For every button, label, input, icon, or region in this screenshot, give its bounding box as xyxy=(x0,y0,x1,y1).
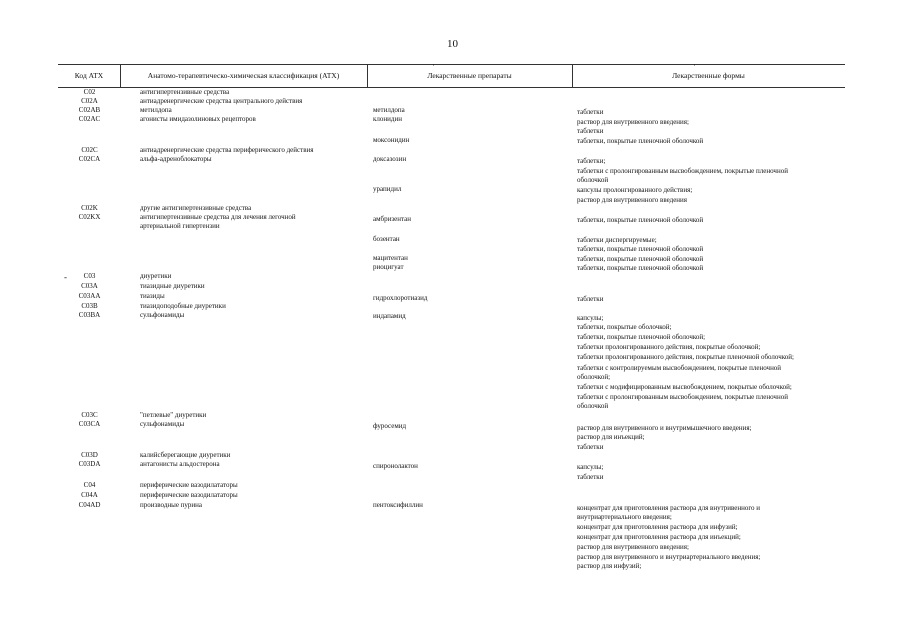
dosage-form: концентрат для приготовления раствора для инфузий; xyxy=(577,523,738,531)
header-code: Код ATX xyxy=(74,71,104,80)
atc-code: C03CA xyxy=(78,420,101,428)
atc-classification: антиадренергические средства периферического действия xyxy=(140,146,314,154)
page-number: 10 xyxy=(447,38,458,50)
drug-name: гидрохлоротиазид xyxy=(373,294,428,302)
atc-classification: артериальной гипертензии xyxy=(140,222,220,230)
atc-classification: тиазиды xyxy=(140,292,165,300)
atc-classification: периферические вазодилататоры xyxy=(140,491,238,499)
dosage-form: таблетки xyxy=(577,295,604,303)
atc-classification: сульфонамиды xyxy=(140,420,185,428)
drug-name: мацитентан xyxy=(373,254,408,262)
dosage-form: таблетки, покрытые пленочной оболочкой xyxy=(577,245,704,253)
dosage-form: раствор для внутривенного введения xyxy=(577,196,688,204)
dosage-form: раствор для внутривенного и внутриартериального введения; xyxy=(577,553,761,561)
dosage-form: концентрат для приготовления раствора для инъекций; xyxy=(577,533,741,541)
atc-code: C02KX xyxy=(78,213,101,221)
dosage-form: таблетки, покрытые пленочной оболочкой; xyxy=(577,333,706,341)
dosage-form: таблетки xyxy=(577,127,604,135)
atc-code: C03DA xyxy=(78,460,101,468)
drug-name: моксонидин xyxy=(373,136,410,144)
atc-classification: антагонисты альдостерона xyxy=(140,460,220,468)
dosage-form: оболочкой; xyxy=(577,373,611,381)
atc-code: C02AC xyxy=(78,115,101,123)
header-forms: Лекарственные формы xyxy=(672,71,745,80)
dosage-form: таблетки пролонгированного действия, покрытые пленочной оболочкой; xyxy=(577,353,794,361)
atc-classification: агонисты имидазолиновых рецепторов xyxy=(140,115,256,123)
table-header xyxy=(58,64,845,88)
atc-classification: тиазидные диуретики xyxy=(140,282,205,290)
atc-code: C02K xyxy=(81,204,98,212)
drug-name: метилдопа xyxy=(373,106,405,114)
drug-name: пентоксифиллин xyxy=(373,501,423,509)
atc-code: C03 xyxy=(83,272,96,280)
dosage-form: таблетки с модифицированным высвобождением, покрытые оболочкой; xyxy=(577,383,792,391)
dosage-form: таблетки, покрытые пленочной оболочкой xyxy=(577,255,704,263)
dosage-form: оболочкой xyxy=(577,402,609,410)
atc-classification: калийсберегающие диуретики xyxy=(140,451,231,459)
dosage-form: таблетки, покрытые пленочной оболочкой xyxy=(577,216,704,224)
dosage-form: таблетки xyxy=(577,473,604,481)
atc-classification: метилдопа xyxy=(140,106,172,114)
atc-code: C02 xyxy=(83,88,96,96)
atc-code: C03AA xyxy=(78,292,101,300)
atc-classification: "петлевые" диуретики xyxy=(140,411,207,419)
atc-code: C04 xyxy=(83,481,96,489)
dosage-form: капсулы пролонгированного действия; xyxy=(577,186,693,194)
atc-code: C04AD xyxy=(78,501,101,509)
atc-classification: производные пурина xyxy=(140,501,203,509)
drug-name: клонидин xyxy=(373,115,402,123)
dosage-form: капсулы; xyxy=(577,463,604,471)
atc-code: C04A xyxy=(81,491,98,499)
dosage-form: раствор для инфузий; xyxy=(577,562,642,570)
scan-dot: · xyxy=(432,60,435,70)
dosage-form: таблетки; xyxy=(577,157,606,165)
dosage-form: таблетки xyxy=(577,443,604,451)
drug-name: фуросемид xyxy=(373,422,407,430)
dosage-form: таблетки, покрытые пленочной оболочкой xyxy=(577,264,704,272)
atc-classification: другие антигипертензивные средства xyxy=(140,204,252,212)
dosage-form: раствор для инъекций; xyxy=(577,433,645,441)
header-classification: Анатомо-терапевтическо-химическая классификация (ATX) xyxy=(147,71,340,80)
atc-code: C02AB xyxy=(78,106,101,114)
atc-classification: периферические вазодилататоры xyxy=(140,481,238,489)
atc-classification: тиазидоподобные диуретики xyxy=(140,302,226,310)
dosage-form: раствор для внутривенного и внутримышечного введения; xyxy=(577,424,752,432)
atc-classification: альфа-адреноблокаторы xyxy=(140,155,212,163)
dosage-form: таблетки, покрытые оболочкой; xyxy=(577,323,672,331)
dosage-form: таблетки диспергируемые; xyxy=(577,236,657,244)
atc-code: C02CA xyxy=(78,155,101,163)
atc-classification: антигипертензивные средства для лечения легочной xyxy=(140,213,296,221)
dosage-form: таблетки с пролонгированным высвобождением, покрытые пленочной xyxy=(577,167,788,175)
drug-name: индапамид xyxy=(373,312,406,320)
drug-name: доксазозин xyxy=(373,155,407,163)
dosage-form: капсулы; xyxy=(577,314,604,322)
dosage-form: оболочкой xyxy=(577,176,609,184)
atc-code: C03C xyxy=(81,411,98,419)
atc-code: C02A xyxy=(81,97,98,105)
atc-classification: сульфонамиды xyxy=(140,311,185,319)
drug-name: урапидил xyxy=(373,185,402,193)
atc-code: C03A xyxy=(81,282,98,290)
drug-name: риоцигуат xyxy=(373,263,404,271)
drug-name: амбризентан xyxy=(373,215,411,223)
atc-code: C02C xyxy=(81,146,98,154)
dosage-form: внутриартериального введения; xyxy=(577,513,672,521)
atc-classification: диуретики xyxy=(140,272,172,280)
dosage-form: таблетки пролонгированного действия, покрытые оболочкой; xyxy=(577,343,761,351)
dosage-form: раствор для внутривенного введения; xyxy=(577,543,689,551)
header-drugs: Лекарственные препараты xyxy=(427,71,512,80)
dosage-form: таблетки, покрытые пленочной оболочкой xyxy=(577,137,704,145)
drug-name: бозентан xyxy=(373,235,400,243)
atc-classification: антиадренергические средства центрального действия xyxy=(140,97,303,105)
dosage-form: таблетки с пролонгированным высвобождением, покрытые пленочной xyxy=(577,393,788,401)
atc-code: C03BA xyxy=(78,311,101,319)
atc-classification: антигипертензивные средства xyxy=(140,88,230,96)
drug-name: спиронолактон xyxy=(373,462,418,470)
dosage-form: концентрат для приготовления раствора для внутривенного и xyxy=(577,504,761,512)
atc-code: C03B xyxy=(81,302,98,310)
scan-dot: - xyxy=(64,272,67,282)
dosage-form: раствор для внутривенного введения; xyxy=(577,118,689,126)
dosage-form: таблетки xyxy=(577,108,604,116)
dosage-form: таблетки с контролируемым высвобождением, покрытые пленочной xyxy=(577,364,782,372)
scan-dot: · xyxy=(693,60,696,70)
atc-code: C03D xyxy=(81,451,98,459)
